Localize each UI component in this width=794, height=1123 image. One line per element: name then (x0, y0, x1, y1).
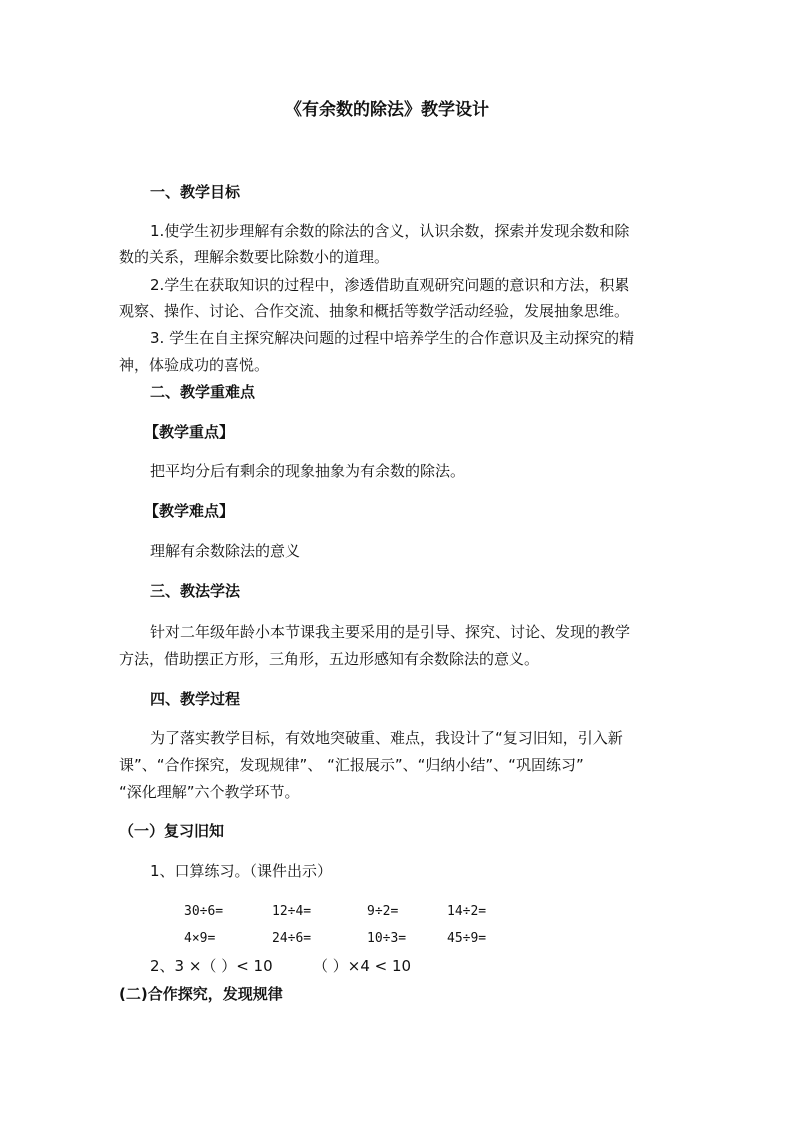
exercise-label: 1、口算练习。（课件出示） (150, 862, 333, 880)
paragraph-line: 神，体验成功的喜悦。 (119, 356, 270, 374)
paragraph-line: 针对二年级年龄小本节课我主要采用的是引导、探究、讨论、发现的教学 (150, 623, 631, 641)
page-title: 《有余数的除法》教学设计 (285, 100, 489, 120)
math-problem: 45÷9= (447, 931, 487, 946)
section-heading-key-points: 二、教学重难点 (150, 383, 256, 401)
subsection-heading-review: （一）复习旧知 (119, 822, 225, 840)
math-problem: 14÷2= (447, 904, 487, 919)
math-problem: 10÷3= (367, 931, 407, 946)
math-problem: 30÷6= (184, 904, 224, 919)
math-problem: 12÷4= (272, 904, 312, 919)
paragraph-line: 观察、操作、讨论、合作交流、抽象和概括等数学活动经验，发展抽象思维。 (119, 302, 630, 320)
section-heading-process: 四、教学过程 (150, 690, 241, 708)
paragraph-line: “深化理解”六个教学环节。 (119, 783, 300, 801)
section-heading-objectives: 一、教学目标 (150, 183, 241, 201)
difficulty-text: 理解有余数除法的意义 (150, 542, 301, 560)
difficulty-label: 【教学难点】 (144, 502, 235, 520)
paragraph-line: 2.学生在获取知识的过程中，渗透借助直观研究问题的意识和方法，积累 (150, 276, 630, 294)
focus-label: 【教学重点】 (144, 423, 235, 441)
paragraph-line: 数的关系，理解余数要比除数小的道理。 (119, 248, 390, 266)
paragraph-line: 3. 学生在自主探究解决问题的过程中培养学生的合作意识及主动探究的精 (150, 329, 635, 347)
section-heading-methods: 三、教法学法 (150, 582, 241, 600)
paragraph-line: 1.使学生初步理解有余数的除法的含义，认识余数，探索并发现余数和除 (150, 222, 630, 240)
focus-text: 把平均分后有剩余的现象抽象为有余数的除法。 (150, 462, 466, 480)
math-problem: 2、3 ×（ ）< 10 (150, 957, 273, 975)
paragraph-line: 方法，借助摆正方形，三角形，五边形感知有余数除法的意义。 (119, 650, 540, 668)
paragraph-line: 课”、“合作探究，发现规律”、 “汇报展示”、“归纳小结”、“巩固练习” (119, 756, 584, 774)
math-problem: 4×9= (184, 931, 216, 946)
subsection-heading-explore: (二)合作探究，发现规律 (119, 985, 283, 1003)
math-problem: （ ）×4 < 10 (313, 957, 412, 975)
paragraph-line: 为了落实教学目标，有效地突破重、难点，我设计了“复习旧知，引入新 (150, 729, 623, 747)
math-problem: 9÷2= (367, 904, 399, 919)
math-problem: 24÷6= (272, 931, 312, 946)
